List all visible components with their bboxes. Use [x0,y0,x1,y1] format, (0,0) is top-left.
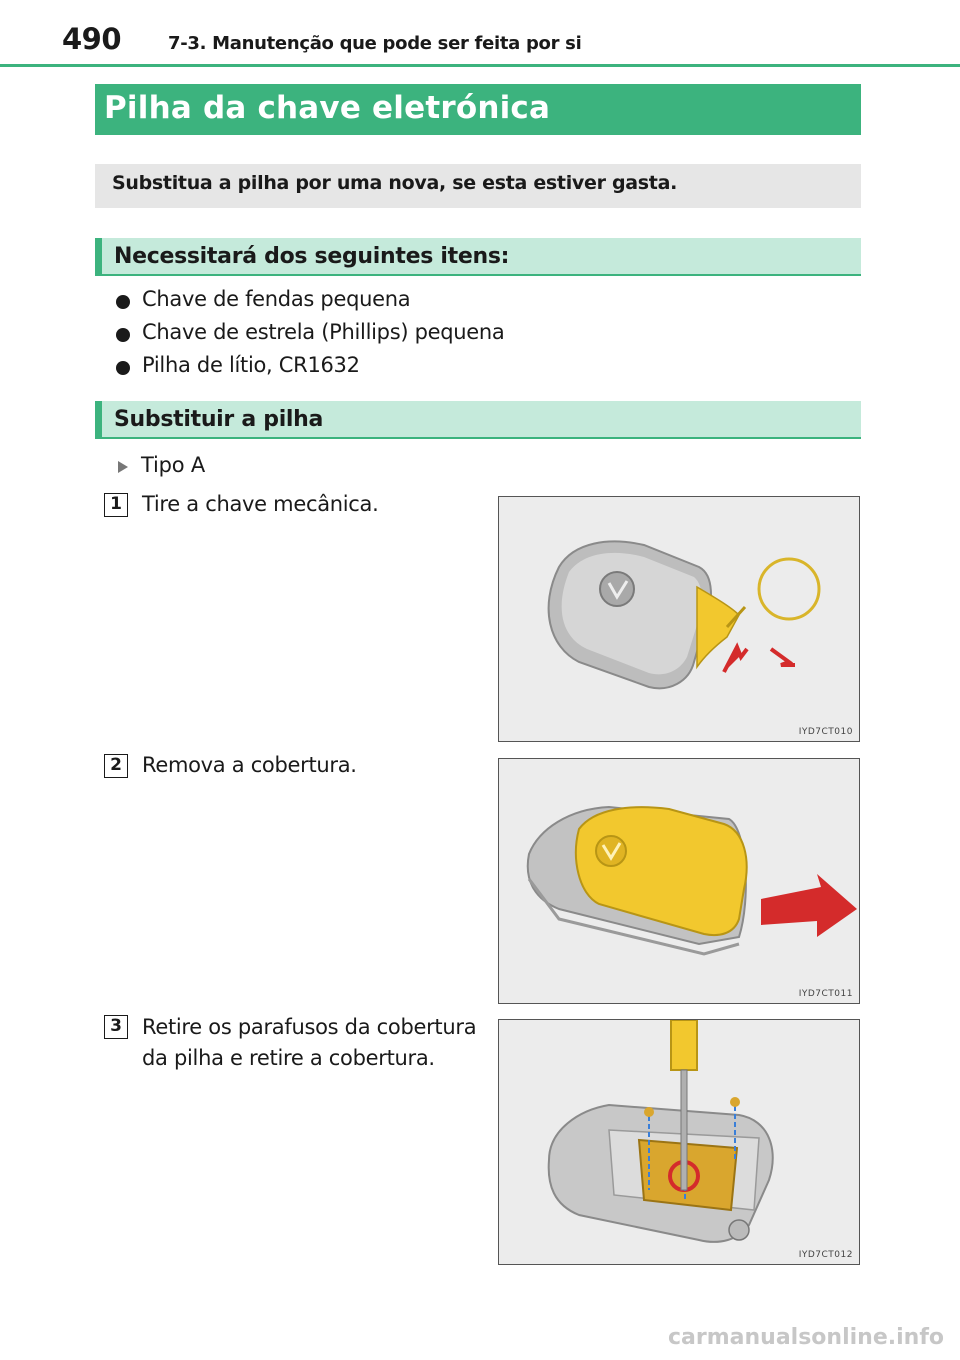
list-item: Chave de fendas pequena [142,287,411,311]
list-item: Pilha de lítio, CR1632 [142,353,360,377]
figure-code: IYD7CT010 [798,727,853,737]
list-item: Chave de estrela (Phillips) pequena [142,320,505,344]
step-text: Retire os parafusos da cobertura da pilha e retire a cobertura. [142,1015,477,1070]
step-text: Tire a chave mecânica. [142,492,379,516]
bullet-icon [116,361,130,375]
step-number-badge: 1 [104,493,128,517]
figure-remove-screws [498,1019,860,1265]
bullet-icon [116,328,130,342]
figure-code: IYD7CT011 [798,989,853,999]
header-divider [0,64,960,67]
header-section-title: 7-3. Manutenção que pode ser feita por si [168,33,582,54]
figure-code: IYD7CT012 [798,1250,853,1260]
step-text: Remova a cobertura. [142,753,357,777]
subtype-label: Tipo A [141,453,206,477]
bullet-icon [116,295,130,309]
items-section-title: Necessitará dos seguintes itens: [114,244,510,269]
intro-text: Substitua a pilha por uma nova, se esta estiver gasta. [112,172,678,194]
items-section-edge [95,238,102,276]
page-number: 490 [62,22,122,56]
replace-section-edge [95,401,102,439]
watermark: carmanualsonline.info [668,1325,944,1350]
main-title: Pilha da chave eletrónica [104,90,551,126]
triangle-bullet-icon [118,461,128,473]
figure-remove-mechanical-key [498,496,860,742]
step-number-badge: 2 [104,754,128,778]
figure-remove-cover [498,758,860,1004]
step-number-badge: 3 [104,1015,128,1039]
replace-section-title: Substituir a pilha [114,407,324,432]
